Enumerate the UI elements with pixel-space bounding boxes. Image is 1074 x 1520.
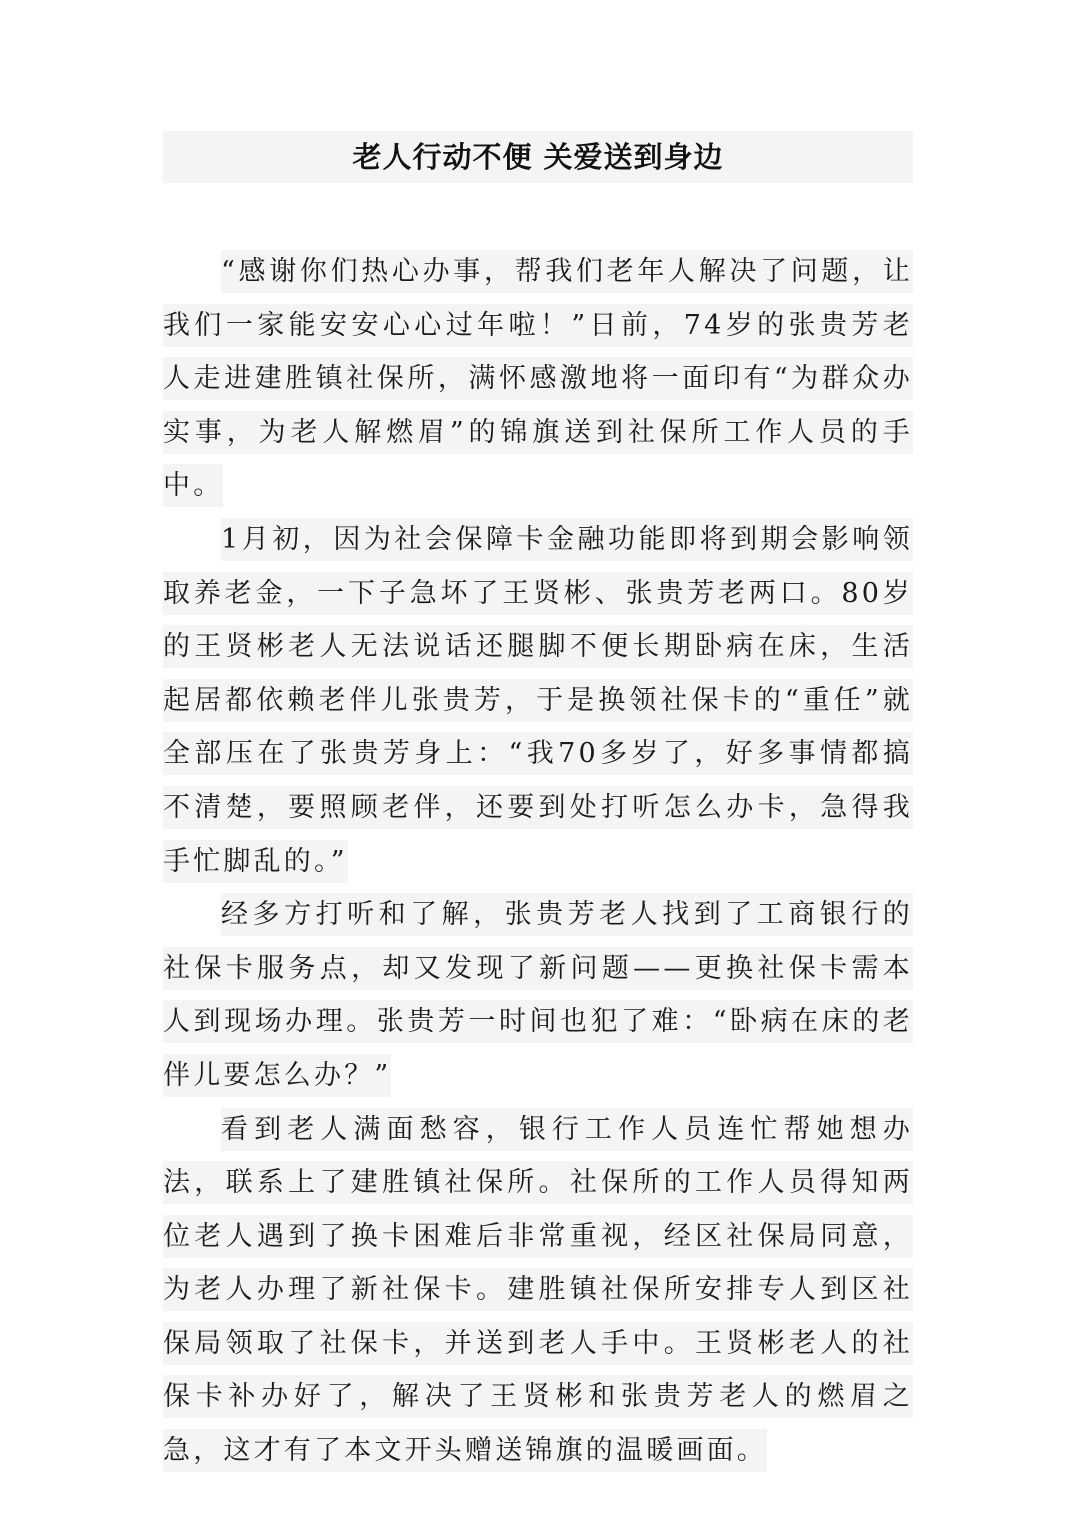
paragraph-2 xyxy=(163,513,913,888)
paragraph-1 xyxy=(163,245,913,513)
paragraph-2-text: 1月初，因为社会保障卡金融功能即将到期会影响领取养老金，一下子急坏了王贤彬、张贵芳老两口。80岁的王贤彬老人无法说话还腿脚不便长期卧病在床，生活起居都依赖老伴儿张贵芳，于是换领社保卡的“重任”就全部压在了张贵芳身上：“我70多岁了，好多事情都搞不清楚，要照顾老伴，还要到处打听怎么办卡，急得我手忙脚乱的。” xyxy=(163,518,913,883)
document-body xyxy=(163,245,913,1478)
document-title: 老人行动不便 关爱送到身边 xyxy=(352,140,724,174)
paragraph-4-text: 看到老人满面愁容，银行工作人员连忙帮她想办法，联系上了建胜镇社保所。社保所的工作人员得知两位老人遇到了换卡困难后非常重视，经区社保局同意，为老人办理了新社保卡。建胜镇社保所安排专人到区社保局领取了社保卡，并送到老人手中。王贤彬老人的社保卡补办好了，解决了王贤彬和张贵芳老人的燃眉之急，这才有了本文开头赠送锦旗的温暖画面。 xyxy=(163,1108,913,1473)
paragraph-4 xyxy=(163,1103,913,1478)
paragraph-1-text: “感谢你们热心办事，帮我们老年人解决了问题，让我们一家能安安心心过年啦！”日前，74岁的张贵芳老人走进建胜镇社保所，满怀感激地将一面印有“为群众办实事，为老人解燃眉”的锦旗送到社保所工作人员的手中。 xyxy=(163,250,913,507)
paragraph-3-text: 经多方打听和了解，张贵芳老人找到了工商银行的社保卡服务点，却又发现了新问题——更换社保卡需本人到现场办理。张贵芳一时间也犯了难：“卧病在床的老伴儿要怎么办？” xyxy=(163,893,913,1097)
paragraph-3 xyxy=(163,888,913,1102)
